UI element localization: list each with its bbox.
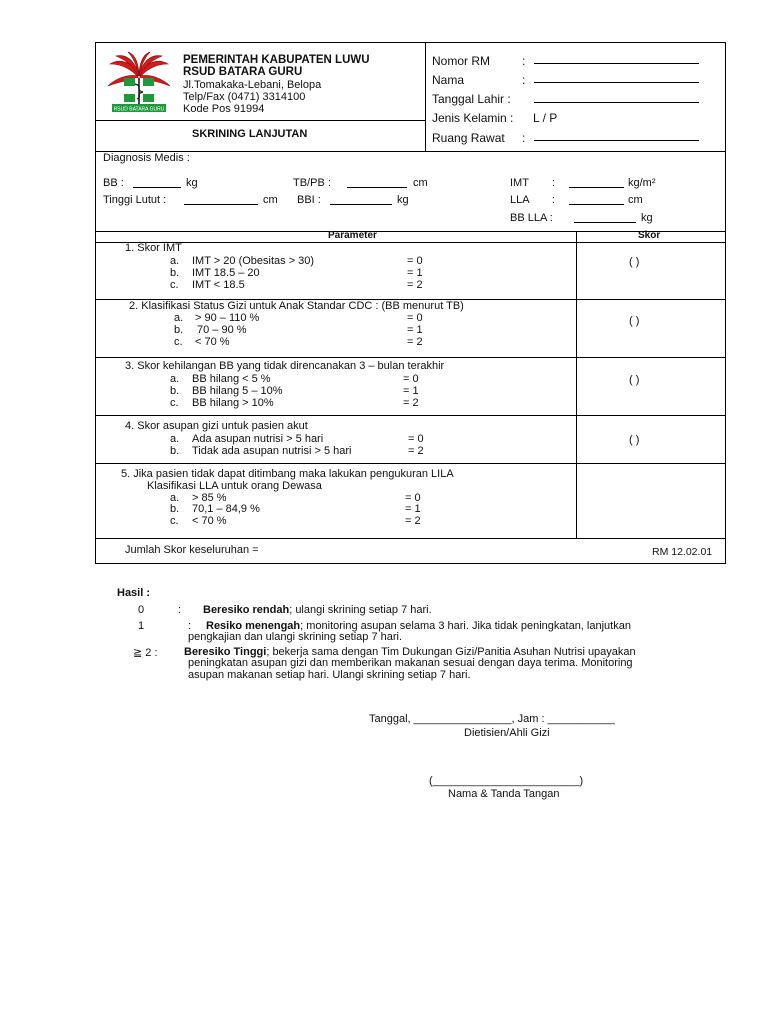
jenis-kelamin-value[interactable]: L / P [533, 111, 558, 125]
row4-line [95, 463, 726, 464]
bb-field[interactable] [133, 177, 181, 188]
s5-b-value: = 1 [405, 503, 421, 515]
s3-c-text: BB hilang > 10% [192, 397, 274, 409]
s4-b-text: Tidak ada asupan nutrisi > 5 hari [192, 445, 352, 457]
label-diagnosis: Diagnosis Medis : [103, 152, 190, 164]
colon-lla: : [552, 194, 556, 206]
s1-score-box[interactable]: ( ) [629, 256, 640, 268]
s5-subtitle: Klasifikasi LLA untuk orang Dewasa [147, 480, 322, 492]
tanggal-lahir-field[interactable] [534, 92, 699, 103]
s3-a-key: a. [170, 373, 180, 385]
s5-a-value: = 0 [405, 492, 421, 504]
svg-text:RSUD BATARA GURU: RSUD BATARA GURU [113, 106, 165, 113]
s2-b-value: = 1 [407, 324, 423, 336]
hasil-1-rest: ; monitoring asupan selama 3 hari. Jika tidak peningkatan, lanjutkan [300, 620, 631, 632]
label-lla: LLA [510, 194, 530, 206]
hasil-1-bold: Resiko menengah [206, 620, 301, 632]
unit-lla: cm [628, 194, 643, 206]
s1-a-key: a. [170, 255, 180, 267]
s1-b-key: b. [170, 267, 180, 279]
s3-b-value: = 1 [403, 385, 419, 397]
s5-title: 5. Jika pasien tidak dapat ditimbang maka lakukan pengukuran LILA [121, 468, 454, 480]
unit-bbi: kg [397, 194, 409, 206]
row3-line [95, 415, 726, 416]
s3-a-text: BB hilang < 5 % [192, 373, 271, 385]
s1-c-key: c. [170, 279, 179, 291]
s5-b-key: b. [170, 503, 180, 515]
label-nomor-rm: Nomor RM [432, 54, 491, 68]
label-bbi: BBI : [297, 194, 321, 206]
header-divider [95, 120, 426, 121]
unit-tbpb: cm [413, 177, 428, 189]
hospital-name: RSUD BATARA GURU [183, 66, 303, 78]
row5-line [95, 538, 726, 539]
table-header-line [95, 242, 726, 243]
nomor-rm-field[interactable] [534, 53, 699, 64]
lla-field[interactable] [569, 194, 624, 205]
frame-top [95, 42, 726, 43]
label-tinggi-lutut: Tinggi Lutut : [103, 194, 167, 206]
hasil-0-rest: ; ulangi skrining setiap 7 hari. [289, 604, 432, 616]
label-imt: IMT [510, 177, 529, 189]
s4-score-box[interactable]: ( ) [629, 434, 640, 446]
s2-c-value: = 2 [407, 336, 423, 348]
hospital-address: Jl.Tomakaka-Lebani, Belopa [183, 79, 322, 91]
colon-nama: : [522, 73, 526, 87]
s2-score-box[interactable]: ( ) [629, 315, 640, 327]
form-code: RM 12.02.01 [652, 546, 713, 558]
s3-c-value: = 2 [403, 397, 419, 409]
s2-c-text: < 70 % [195, 336, 230, 348]
label-tbpb: TB/PB : [293, 177, 331, 189]
s3-a-value: = 0 [403, 373, 419, 385]
hasil-0-text [203, 604, 432, 616]
unit-imt: kg/m² [628, 177, 656, 189]
label-bb: BB : [103, 177, 124, 189]
tbpb-field[interactable] [347, 177, 407, 188]
s3-score-box[interactable]: ( ) [629, 374, 640, 386]
s1-b-text: IMT 18.5 – 20 [192, 267, 260, 279]
row2-line [95, 357, 726, 358]
label-bblla: BB LLA : [510, 212, 553, 224]
s2-title: 2. Klasifikasi Status Gizi untuk Anak Standar CDC : (BB menurut TB) [129, 300, 464, 312]
sign-date-time[interactable]: Tanggal, ________________, Jam : ___________ [369, 713, 615, 725]
header-vertical-divider [425, 42, 426, 151]
s3-b-key: b. [170, 385, 180, 397]
s5-c-key: c. [170, 515, 179, 527]
label-ruang-rawat: Ruang Rawat [432, 131, 505, 145]
total-score-label: Jumlah Skor keseluruhan = [125, 544, 259, 556]
skor-column-divider [576, 231, 577, 538]
s5-b-text: 70,1 – 84,9 % [192, 503, 260, 515]
hasil-label: Hasil : [117, 587, 151, 599]
bbi-field[interactable] [330, 194, 392, 205]
hasil-2-bold: Beresiko Tinggi [184, 646, 267, 658]
gov-name: PEMERINTAH KABUPATEN LUWU [183, 54, 370, 66]
unit-bb: kg [186, 177, 198, 189]
col-parameter-header: Parameter [328, 230, 377, 241]
hasil-0-bold: Beresiko rendah [203, 604, 290, 616]
sign-blank[interactable]: (________________________) [429, 775, 584, 787]
hasil-1-line2: pengkajian dan ulangi skrining setiap 7 hari. [188, 631, 403, 643]
label-nama: Nama [432, 73, 465, 87]
s2-a-key: a. [174, 312, 184, 324]
s1-c-text: IMT < 18.5 [192, 279, 245, 291]
sign-role: Dietisien/Ahli Gizi [464, 727, 550, 739]
s5-c-text: < 70 % [192, 515, 227, 527]
s5-a-text: > 85 % [192, 492, 227, 504]
s2-a-value: = 0 [407, 312, 423, 324]
s4-a-key: a. [170, 433, 180, 445]
s3-c-key: c. [170, 397, 179, 409]
s2-b-key: b. [174, 324, 184, 336]
sign-name-label: Nama & Tanda Tangan [448, 788, 560, 800]
unit-tinggi-lutut: cm [263, 194, 278, 206]
hospital-postcode: Kode Pos 91994 [183, 103, 265, 115]
colon-ruang-rawat: : [522, 131, 526, 145]
s4-b-key: b. [170, 445, 180, 457]
s1-b-value: = 1 [407, 267, 423, 279]
hasil-1-colon: : [188, 620, 192, 632]
tinggi-lutut-field[interactable] [184, 194, 258, 205]
s2-c-key: c. [174, 336, 183, 348]
s3-b-text: BB hilang 5 – 10% [192, 385, 283, 397]
unit-bblla: kg [641, 212, 653, 224]
s5-a-key: a. [170, 492, 180, 504]
hasil-2-rest: ; bekerja sama dengan Tim Dukungan Gizi/Panitia Asuhan Nutrisi upayakan [266, 646, 636, 658]
frame-right [725, 42, 726, 564]
hasil-2-line3: asupan makanan setiap hari. Ulangi skrining setiap 7 hari. [188, 669, 471, 681]
s4-a-text: Ada asupan nutrisi > 5 hari [192, 433, 324, 445]
form-title: SKRINING LANJUTAN [192, 128, 308, 140]
s2-a-text: > 90 – 110 % [195, 312, 260, 324]
hasil-2-line2: peningkatan asupan gizi dan memberikan makanan sesuai dengan daya terima. Monitoring [188, 657, 633, 669]
hasil-2-score: ≧ 2 : [133, 647, 158, 659]
hasil-0-colon: : [178, 604, 182, 616]
s4-a-value: = 0 [408, 433, 424, 445]
s1-a-text: IMT > 20 (Obesitas > 30) [192, 255, 315, 267]
hospital-phone: Telp/Fax (0471) 3314100 [183, 91, 306, 103]
label-tanggal-lahir: Tanggal Lahir : [432, 92, 511, 106]
imt-field[interactable] [569, 177, 624, 188]
hasil-1-score: 1 [138, 620, 145, 632]
colon-imt: : [552, 177, 556, 189]
s4-b-value: = 2 [408, 445, 424, 457]
s2-b-text: 70 – 90 % [197, 324, 247, 336]
frame-bottom [95, 563, 726, 564]
bblla-field[interactable] [574, 212, 636, 223]
s3-title: 3. Skor kehilangan BB yang tidak direncanakan 3 – bulan terakhir [125, 360, 445, 372]
ruang-rawat-field[interactable] [534, 130, 699, 141]
s1-a-value: = 0 [407, 255, 423, 267]
s5-c-value: = 2 [405, 515, 421, 527]
nama-field[interactable] [534, 72, 699, 83]
s4-title: 4. Skor asupan gizi untuk pasien akut [125, 420, 308, 432]
col-skor-header: Skor [638, 230, 661, 241]
table-top-line [95, 231, 726, 232]
s1-c-value: = 2 [407, 279, 423, 291]
s1-title: 1. Skor IMT [125, 242, 182, 254]
hospital-logo [104, 52, 174, 114]
hasil-0-score: 0 [138, 604, 145, 616]
colon-nomor-rm: : [522, 54, 526, 68]
label-jenis-kelamin: Jenis Kelamin : [432, 111, 514, 125]
